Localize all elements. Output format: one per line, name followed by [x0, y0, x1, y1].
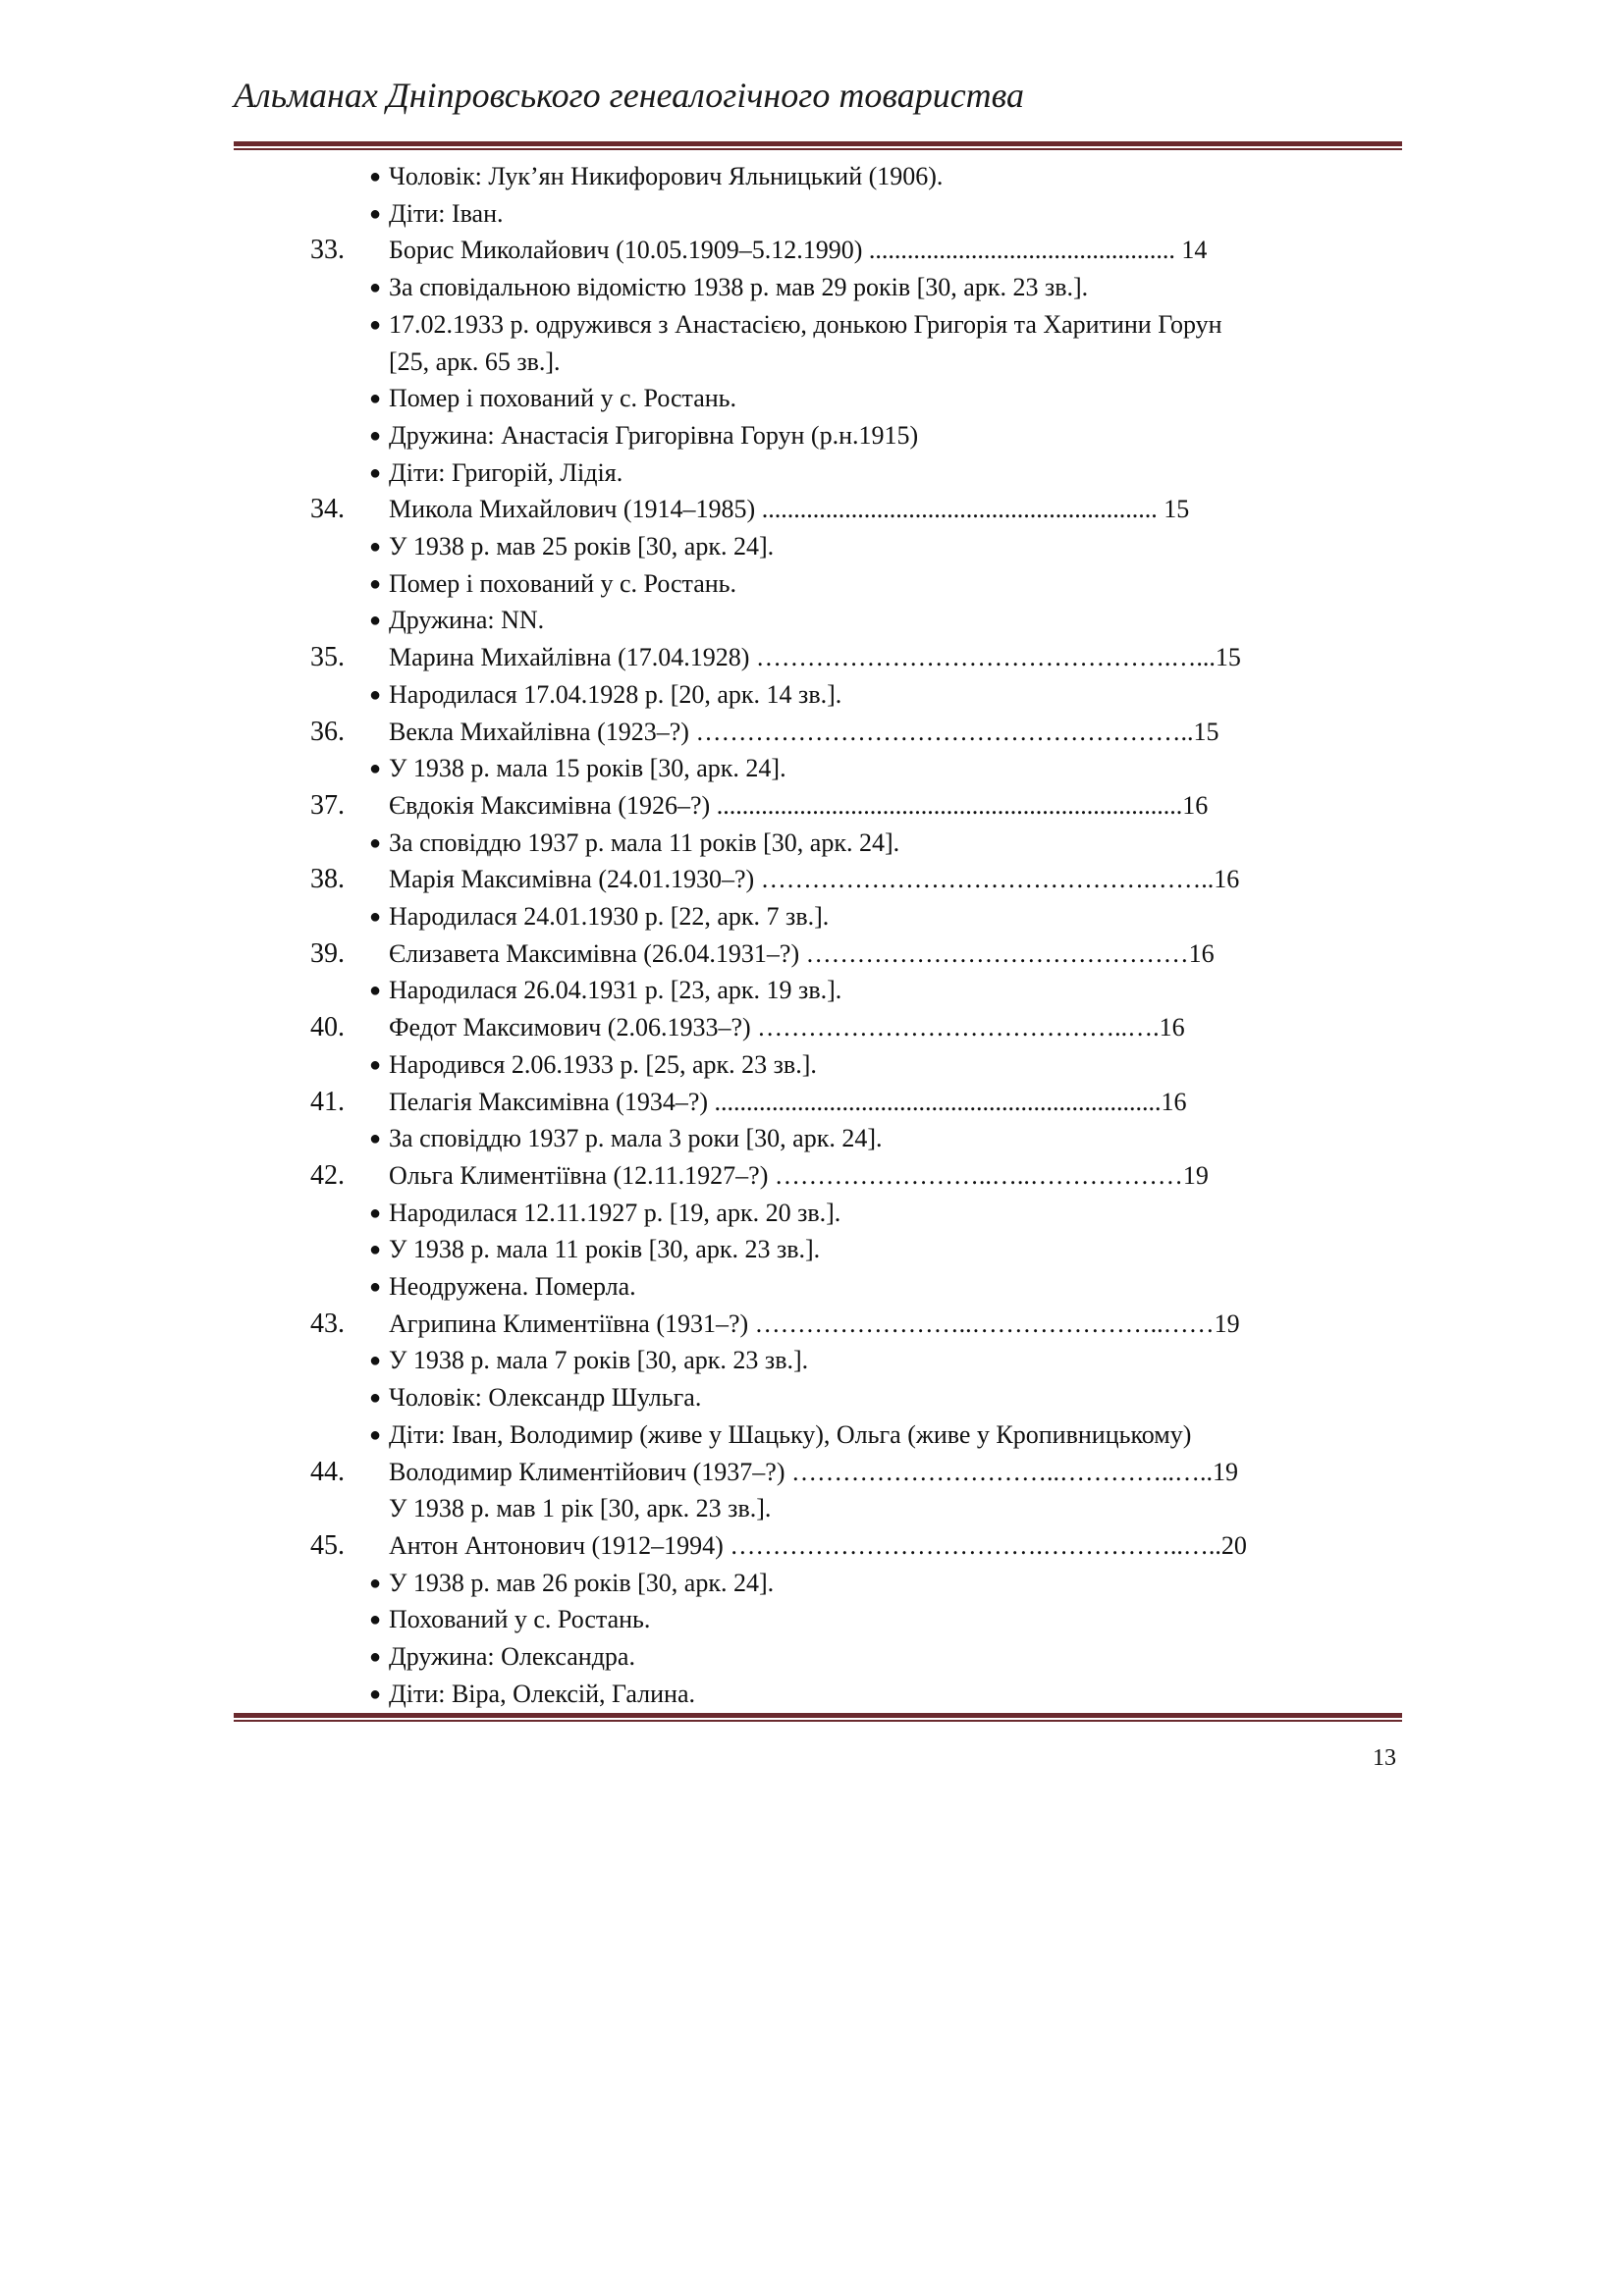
list-item-text: Чоловік: Олександр Шульга. [389, 1383, 702, 1413]
entry-title: Векла Михайлівна (1923–?) …………………………………………………..15 [389, 717, 1219, 746]
header-rule [234, 141, 1402, 150]
list-item-text: У 1938 р. мала 7 років [30, арк. 23 зв.]. [389, 1346, 809, 1375]
list-item-text: Дружина: Анастасія Григорівна Горун (р.н.1915) [389, 420, 919, 450]
bullet-icon: ● [369, 1646, 382, 1668]
bullet-icon: ● [369, 1609, 382, 1631]
list-item-text: 17.02.1933 р. одружився з Анастасією, донькою Григорія та Харитини Горун [389, 309, 1222, 339]
bullet-icon: ● [369, 1276, 382, 1298]
list-item-text: У 1938 р. мала 15 років [30, арк. 24]. [389, 754, 786, 783]
list-item-text: Народилася 24.01.1930 р. [22, арк. 7 зв.]. [389, 902, 830, 931]
entry-number: 39. [310, 937, 345, 969]
list-item-text: Похований у с. Ростань. [389, 1605, 651, 1634]
bullet-icon: ● [369, 313, 382, 336]
entry-number: 45. [310, 1529, 345, 1561]
bullet-icon: ● [369, 424, 382, 447]
list-item-text: Народилася 17.04.1928 р. [20, арк. 14 зв.]. [389, 679, 842, 709]
entry-number: 33. [310, 235, 345, 266]
list-item-text: Чоловік: Лук’ян Никифорович Яльницький (1906). [389, 162, 944, 190]
list-item-text: Дружина: Олександра. [389, 1642, 635, 1671]
entry-title: Володимир Климентійович (1937–?) …………………………..…………..…..19 [389, 1457, 1238, 1486]
bullet-icon: ● [369, 1053, 382, 1076]
list-item-text: За сповіддю 1937 р. мала 11 років [30, арк. 24]. [389, 828, 900, 857]
list-item-text: У 1938 р. мала 11 років [30, арк. 23 зв.]. [389, 1235, 821, 1264]
bullet-icon: ● [369, 166, 382, 187]
entry-title: Антон Антонович (1912–1994) ……………………………….……………..…..20 [389, 1530, 1247, 1560]
bullet-icon: ● [369, 536, 382, 558]
list-item-text: У 1938 р. мав 26 років [30, арк. 24]. [389, 1568, 775, 1597]
bullet-icon: ● [369, 683, 382, 706]
bullet-icon: ● [369, 758, 382, 780]
entry-title: Федот Максимович (2.06.1933–?) ……………………………………..….16 [389, 1013, 1185, 1042]
entry-title: Євдокія Максимівна (1926–?) .........................................................................16 [389, 790, 1209, 820]
list-item-text: Помер і похований у с. Ростань. [389, 568, 737, 598]
entry-number: 43. [310, 1308, 345, 1339]
bullet-icon: ● [369, 831, 382, 854]
bullet-icon: ● [369, 388, 382, 410]
entry-number: 40. [310, 1012, 345, 1043]
list-item-text: За сповідальною відомістю 1938 р. мав 29 років [30, арк. 23 зв.]. [389, 273, 1089, 302]
bullet-icon: ● [369, 1572, 382, 1594]
list-item-text: Діти: Григорій, Лідія. [389, 457, 623, 487]
page-header-title: Альманах Дніпровського генеалогічного товариства [234, 76, 1025, 115]
page-number: 13 [1373, 1745, 1396, 1771]
list-item-text: Неодружена. Померла. [389, 1272, 636, 1301]
entry-title: Пелагія Максимівна (1934–?) ......................................................................16 [389, 1087, 1187, 1116]
entry-title: Борис Миколайович (10.05.1909–5.12.1990) ................................................ 14 [389, 236, 1208, 265]
entry-number: 36. [310, 716, 345, 747]
entry-title: Агрипина Климентіївна (1931–?) ……………………..…………………..……19 [389, 1308, 1240, 1338]
list-item-text: У 1938 р. мав 25 років [30, арк. 24]. [389, 532, 775, 561]
list-item-text: Народився 2.06.1933 р. [25, арк. 23 зв.]. [389, 1049, 817, 1079]
list-item-text: Помер і похований у с. Ростань. [389, 384, 737, 413]
continuation-text: У 1938 р. мав 1 рік [30, арк. 23 зв.]. [389, 1494, 772, 1523]
list-item-text: Діти: Іван, Володимир (живе у Шацьку), Ольга (живе у Кропивницькому) [389, 1419, 1192, 1449]
bullet-icon: ● [369, 1423, 382, 1446]
entry-title: Ольга Климентіївна (12.11.1927–?) ……………………..…..………………19 [389, 1160, 1209, 1190]
entry-number: 34. [310, 494, 345, 525]
bullet-icon: ● [369, 906, 382, 928]
list-item-text: Народилася 12.11.1927 р. [19, арк. 20 зв.]. [389, 1198, 841, 1227]
bullet-icon: ● [369, 1201, 382, 1224]
bullet-icon: ● [369, 980, 382, 1002]
entry-number: 38. [310, 864, 345, 895]
bullet-icon: ● [369, 1387, 382, 1410]
entry-title: Марія Максимівна (24.01.1930–?) ……………………………………….……..16 [389, 865, 1240, 894]
continuation-text: [25, арк. 65 зв.]. [389, 347, 561, 376]
bullet-icon: ● [369, 1128, 382, 1150]
bullet-icon: ● [369, 1682, 382, 1705]
bullet-icon: ● [369, 610, 382, 632]
bullet-icon: ● [369, 1239, 382, 1261]
list-item-text: Діти: Іван. [389, 198, 504, 228]
list-item-text: Народилася 26.04.1931 р. [23, арк. 19 зв.]. [389, 976, 842, 1005]
bullet-icon: ● [369, 202, 382, 225]
entry-title: Марина Михайлівна (17.04.1928) ………………………………………….…...15 [389, 643, 1241, 672]
entry-number: 42. [310, 1159, 345, 1191]
footer-rule [234, 1713, 1402, 1722]
list-item-text: Діти: Віра, Олексій, Галина. [389, 1679, 696, 1708]
entry-title: Єлизавета Максимівна (26.04.1931–?) ………………………………………16 [389, 938, 1215, 968]
entry-number: 35. [310, 642, 345, 673]
bullet-icon: ● [369, 461, 382, 484]
bullet-icon: ● [369, 1350, 382, 1372]
list-item-text: За сповіддю 1937 р. мала 3 роки [30, арк. 24]. [389, 1124, 883, 1153]
entry-title: Микола Михайлович (1914–1985) .............................................................. 15 [389, 495, 1190, 524]
bullet-icon: ● [369, 277, 382, 299]
bullet-icon: ● [369, 572, 382, 595]
entry-number: 44. [310, 1456, 345, 1487]
entry-number: 41. [310, 1086, 345, 1117]
list-item-text: Дружина: NN. [389, 606, 545, 635]
entry-number: 37. [310, 789, 345, 821]
